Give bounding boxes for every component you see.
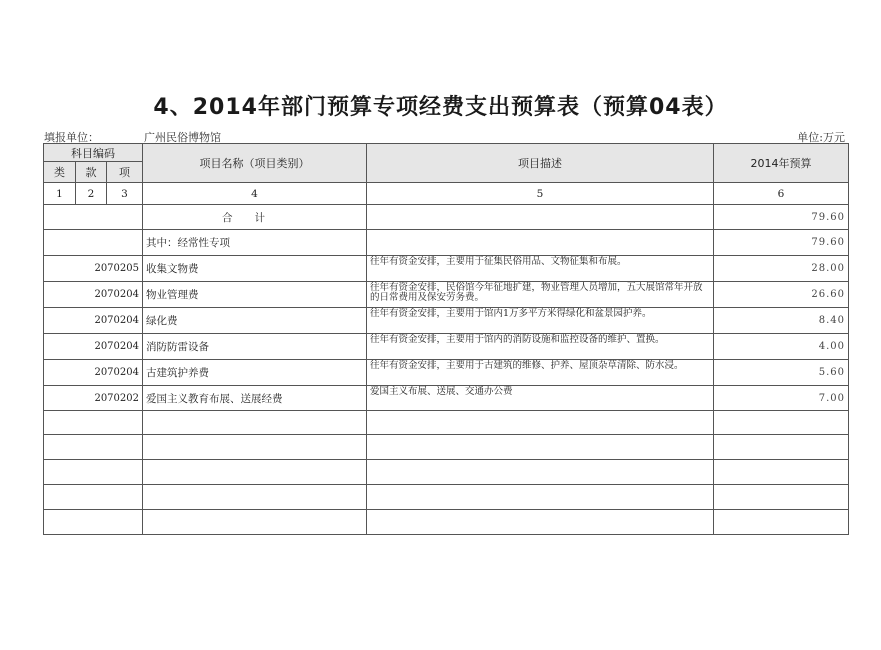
lei-header: 类 [44, 162, 76, 183]
desc-cell: 往年有资金安排，主要用于馆内的消防设施和监控设备的维护、置换。 [367, 334, 714, 360]
budget-header: 2014年预算 [714, 144, 849, 183]
project-desc-header: 项目描述 [367, 144, 714, 183]
amount-cell: 7.00 [714, 386, 849, 411]
table-row [44, 334, 849, 360]
desc-cell: 往年有资金安排，主要用于征集民俗用品、文物征集和布展。 [367, 256, 714, 282]
table-row [44, 256, 849, 282]
table-row [44, 308, 849, 334]
subject-code-header: 科目编码 [44, 144, 143, 162]
amount-cell: 8.40 [714, 308, 849, 334]
amount-cell: 5.60 [714, 360, 849, 386]
name-cell: 其中：经常性专项 [143, 230, 367, 256]
desc-cell: 往年有资金安排，主要用于馆内1万多平方米得绿化和盆景园护养。 [367, 308, 714, 334]
index-cell: 6 [714, 183, 849, 205]
index-cell: 5 [367, 183, 714, 205]
index-cell: 1 [44, 183, 76, 205]
table-row [44, 205, 849, 230]
table-row [44, 386, 849, 411]
desc-cell: 往年有资金安排，主要用于古建筑的维修、护养、屋顶杂草清除、防水浸。 [367, 360, 714, 386]
table-row [44, 360, 849, 386]
amount-cell: 79.60 [714, 230, 849, 256]
code-cell: 2070204 [44, 334, 143, 360]
name-cell: 绿化费 [143, 308, 367, 334]
page-title: 4、2014年部门预算专项经费支出预算表（预算04表） [153, 95, 728, 120]
empty-row [44, 510, 849, 535]
desc-cell [367, 205, 714, 230]
amount-cell: 28.00 [714, 256, 849, 282]
index-row [44, 183, 849, 205]
name-cell: 收集文物费 [143, 256, 367, 282]
code-cell [44, 230, 143, 256]
table-row [44, 230, 849, 256]
index-cell: 4 [143, 183, 367, 205]
fill-unit-label: 填报单位： [44, 131, 99, 144]
index-cell: 3 [107, 183, 143, 205]
code-cell [44, 205, 143, 230]
desc-cell: 往年有资金安排，民俗馆今年征地扩建，物业管理人员增加，五大展馆常年开放的日常费用及保安劳务费。 [367, 282, 714, 308]
code-cell: 2070204 [44, 282, 143, 308]
code-cell: 2070204 [44, 308, 143, 334]
code-cell: 2070204 [44, 360, 143, 386]
desc-cell [367, 230, 714, 256]
empty-row [44, 485, 849, 510]
xiang-header: 项 [107, 162, 143, 183]
total-label: 合计 [143, 205, 367, 230]
name-cell: 古建筑护养费 [143, 360, 367, 386]
table-row [44, 282, 849, 308]
empty-row [44, 435, 849, 460]
unit-label: 单位:万元 [797, 131, 845, 144]
name-cell: 物业管理费 [143, 282, 367, 308]
amount-cell: 26.60 [714, 282, 849, 308]
project-name-header: 项目名称（项目类别） [143, 144, 367, 183]
amount-cell: 79.60 [714, 205, 849, 230]
empty-row [44, 411, 849, 435]
name-cell: 爱国主义教育布展、送展经费 [143, 386, 367, 411]
fill-unit-value: 广州民俗博物馆 [144, 131, 221, 144]
code-cell: 2070202 [44, 386, 143, 411]
empty-row [44, 460, 849, 485]
amount-cell: 4.00 [714, 334, 849, 360]
desc-cell: 爱国主义布展、送展、交通办公费 [367, 386, 714, 411]
budget-table [43, 143, 849, 535]
code-cell: 2070205 [44, 256, 143, 282]
name-cell: 消防防雷设备 [143, 334, 367, 360]
kuan-header: 款 [76, 162, 107, 183]
index-cell: 2 [76, 183, 107, 205]
